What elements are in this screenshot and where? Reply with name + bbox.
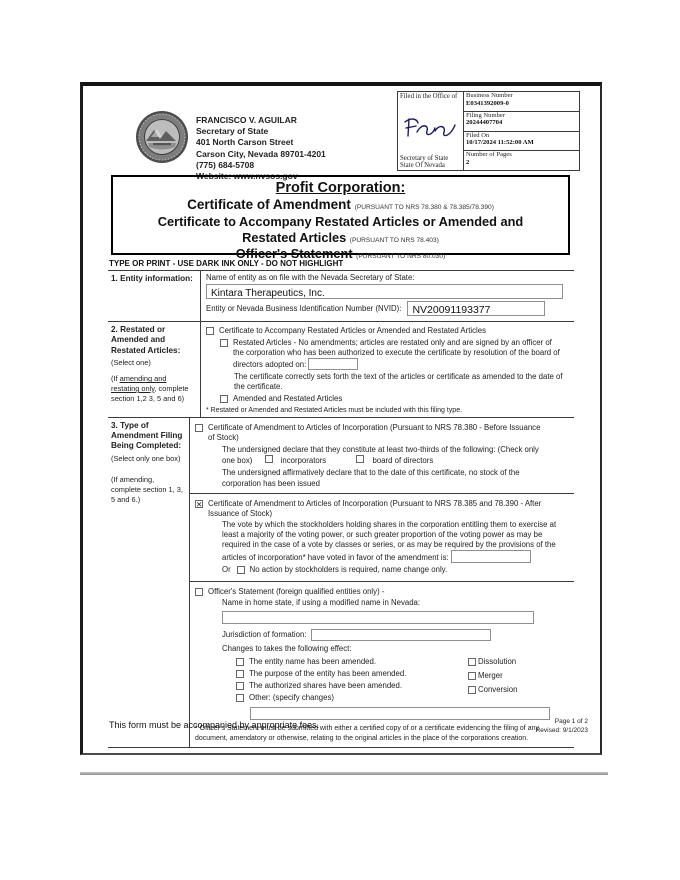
nvid-input[interactable]: NV20091193377 (407, 301, 545, 316)
title-line-accompany-restated: Certificate to Accompany Restated Articles or Amended and (157, 214, 524, 230)
sos-contact-block (196, 115, 326, 182)
form-heading: Profit Corporation: (275, 180, 406, 196)
officers-statement-label: Officer's Statement (foreign qualified entities only) - (208, 586, 385, 596)
no-action-line (222, 565, 570, 575)
restated-no-amendments-label: Restated Articles - No amendments; articles are restated only and are signed by an officer of the corporation who has been authorized to execute the certificate by resolution of the board of directors adopted on: (233, 338, 560, 370)
checkbox-dissolution[interactable] (468, 658, 476, 666)
home-state-label: Name in home state, if using a modified name in Nevada: (222, 597, 421, 607)
form-table (108, 270, 574, 748)
sos-address2: Carson City, Nevada 89701-4201 (196, 148, 326, 159)
section1-content-cell (201, 271, 574, 321)
section-amendment-type (108, 418, 574, 748)
page-number: Page 1 of 2 (554, 718, 588, 725)
checkbox-amendment-after-issuance[interactable]: ✕ (196, 499, 203, 509)
adopted-on-input[interactable] (308, 358, 358, 370)
stamp-secretary-line2: State Of Nevada (400, 162, 445, 169)
or-label: Or (222, 565, 231, 575)
block-after-issuance (190, 494, 574, 582)
section3-content-cell (190, 418, 574, 747)
checkbox-amended-and-restated[interactable] (220, 395, 228, 403)
checkbox-entity-name-amended[interactable] (236, 658, 244, 666)
amendment-after-issuance-label: Certificate of Amendment to Articles of Incorporation (Pursuant to NRS 78.385 and 78.390 - After Issuance of Stock) (208, 498, 542, 518)
checkbox-merger[interactable] (468, 672, 476, 680)
checkbox-conversion[interactable] (468, 686, 476, 694)
entity-name-amended-label: The entity name has been amended. (249, 656, 377, 666)
checkbox-board-of-directors[interactable] (356, 455, 364, 463)
nvid-label: Entity or Nevada Business Identification Number (NVID): (206, 303, 402, 313)
stamp-filed-label: Filed in the Office of (400, 93, 458, 100)
other-changes-input[interactable] (250, 707, 550, 720)
stamp-field-number-of-pages: Number of Pages 2 (466, 151, 512, 166)
stamp-field-filed-on: Filed On 10/17/2024 11:52:00 AM (464, 132, 579, 152)
nrs-note-1: (PURSUANT TO NRS 78.380 & 78.385/78.390) (354, 204, 494, 212)
section3-amending-note: (If amending, complete section 1, 3, 5 and 6.) (111, 475, 183, 504)
conversion-label: Conversion (478, 685, 518, 695)
stamp-field-business-number: Business Number E0341392009-0 (464, 92, 579, 112)
section2-amending-note: (If amending and restating only, complete section 1,2 3, 5 and 6) (111, 374, 189, 403)
checkbox-accompany-restated[interactable] (206, 327, 214, 335)
section2-select-one-note: (Select one) (111, 357, 151, 367)
nrs-note-2: (PURSUANT TO NRS 78.403) (349, 237, 439, 245)
checkbox-purpose-amended[interactable] (236, 670, 244, 678)
title-line-officers-statement: Officer's Statement (PURSUANT TO NRS 80.030) (235, 246, 446, 262)
checkbox-authorized-shares-amended[interactable] (236, 682, 244, 690)
secretary-signature (400, 100, 461, 155)
merger-label: Merger (478, 671, 503, 681)
changes-label: Changes to takes the following effect: (222, 643, 352, 653)
nrs-note-3: (PURSUANT TO NRS 80.030) (356, 253, 446, 261)
section2-content-cell (201, 322, 574, 417)
jurisdiction-line (222, 629, 570, 641)
title-line-restated-articles: Restated Articles (PURSUANT TO NRS 78.403) (242, 230, 439, 246)
purpose-amended-label: The purpose of the entity has been amended. (249, 669, 407, 679)
changes-right-column (468, 655, 517, 705)
checkbox-no-action-name-change[interactable] (237, 566, 245, 574)
section3-select-note: (Select only one box) (111, 453, 181, 463)
fees-note: This form must be accompanied by appropriate fees. (109, 720, 320, 730)
form-title-box (111, 175, 570, 262)
jurisdiction-label: Jurisdiction of formation: (222, 629, 307, 639)
board-of-directors-label: board of directors (372, 456, 434, 466)
scan-divider-line (80, 772, 608, 775)
no-action-label: No action by stockholders is required, name change only. (249, 565, 448, 575)
undersigned-declare-text: The undersigned declare that they constitute at least two-thirds of the following: (Check only one box) incorporators board of directors (222, 445, 539, 466)
page-revision-info (536, 718, 588, 736)
checkbox-other-changes[interactable] (236, 694, 244, 702)
revised-date: Revised: 9/1/2023 (535, 726, 588, 734)
stamp-left-cell (398, 92, 464, 170)
form-page (80, 82, 602, 755)
no-stock-issued-text: The undersigned affirmatively declare that to the date of this certificate, no stock of the corporation has been issued (222, 468, 520, 488)
checkbox-officers-statement[interactable] (195, 588, 203, 596)
authorized-shares-amended-label: The authorized shares have been amended. (249, 681, 403, 691)
sos-website: Website: www.nvsos.gov (196, 171, 298, 182)
officers-statement-footnote: * Officer's Statement must be submitted with either a certified copy of or a certificate evidencing the filing of any document, amendatory or otherwise, relating to the original articles in the place of the corporations creation. (195, 725, 539, 742)
sos-title: Secretary of State (196, 126, 269, 137)
amended-and-restated-label: Amended and Restated Articles (233, 393, 343, 403)
amendment-before-issuance-label: Certificate of Amendment to Articles of Incorporation (Pursuant to NRS 78.380 - Before Issuance of Stock) (208, 422, 541, 443)
block-before-issuance (190, 418, 574, 494)
section-restated-articles (108, 322, 574, 418)
stamp-secretary-line1: Secretary of State (400, 155, 449, 162)
sos-address1: 401 North Carson Street (196, 137, 294, 148)
changes-columns (222, 655, 570, 705)
checkbox-amendment-before-issuance[interactable] (195, 424, 203, 432)
entity-name-label: Name of entity as on file with the Nevada Secretary of State: (206, 273, 415, 282)
section2-footnote: * Restated or Amended and Restated Articles must be included with this filing type. (206, 406, 463, 414)
entity-name-input[interactable]: Kintara Therapeutics, Inc. (206, 284, 563, 299)
certificate-sets-forth-note: The certificate correctly sets forth the text of the articles or certificate as amended to the date of the certificate. (234, 371, 563, 391)
stockholder-vote-text: The vote by which the stockholders holding shares in the corporation entitling them to exercise at least a majority of the voting power, or such greater proportion of the voting power as may be required in the case of a vote by classes or series, or as may be required by the provisions of the articles of incorporation* have voted in favor of the amendment is: (222, 519, 557, 563)
checkbox-restated-no-amendments[interactable] (220, 339, 228, 347)
checkbox-incorporators[interactable] (265, 455, 273, 463)
other-changes-label: Other: (specify changes) (249, 693, 334, 703)
title-line-certificate-of-amendment: Certificate of Amendment (PURSUANT TO NRS 78.380 & 78.385/78.390) (187, 197, 494, 213)
vote-amount-input[interactable] (451, 550, 531, 563)
stamp-field-filing-number: Filing Number 20244407704 (464, 112, 579, 132)
nevada-state-seal-icon (135, 110, 189, 164)
stamp-fields (464, 92, 579, 170)
accompany-restated-label: Certificate to Accompany Restated Articles or Amended and Restated Articles (219, 326, 486, 335)
ink-instruction: TYPE OR PRINT - USE DARK INK ONLY - DO NOT HIGHLIGHT (109, 259, 344, 268)
sos-phone: (775) 684-5708 (196, 159, 255, 170)
jurisdiction-input[interactable] (311, 629, 491, 641)
incorporators-label: incorporators (280, 456, 327, 466)
changes-left-column (236, 655, 454, 705)
home-state-input[interactable] (222, 611, 534, 624)
section2-label-cell: 2. Restated or Amended and Restated Articles: (Select one) (If amending and restating only, complete section 1,2 3, 5 and 6) (108, 322, 201, 417)
dissolution-label: Dissolution (478, 656, 517, 666)
sos-officer-name: FRANCISCO V. AGUILAR (196, 115, 297, 125)
filing-stamp-box (397, 91, 580, 171)
section-entity-information (108, 271, 574, 322)
section3-label-cell: 3. Type of Amendment Filing Being Completed: (Select only one box) (If amending, complete section 1, 3, 5 and 6.) (108, 418, 190, 747)
section1-label-cell: 1. Entity information: (108, 271, 201, 321)
